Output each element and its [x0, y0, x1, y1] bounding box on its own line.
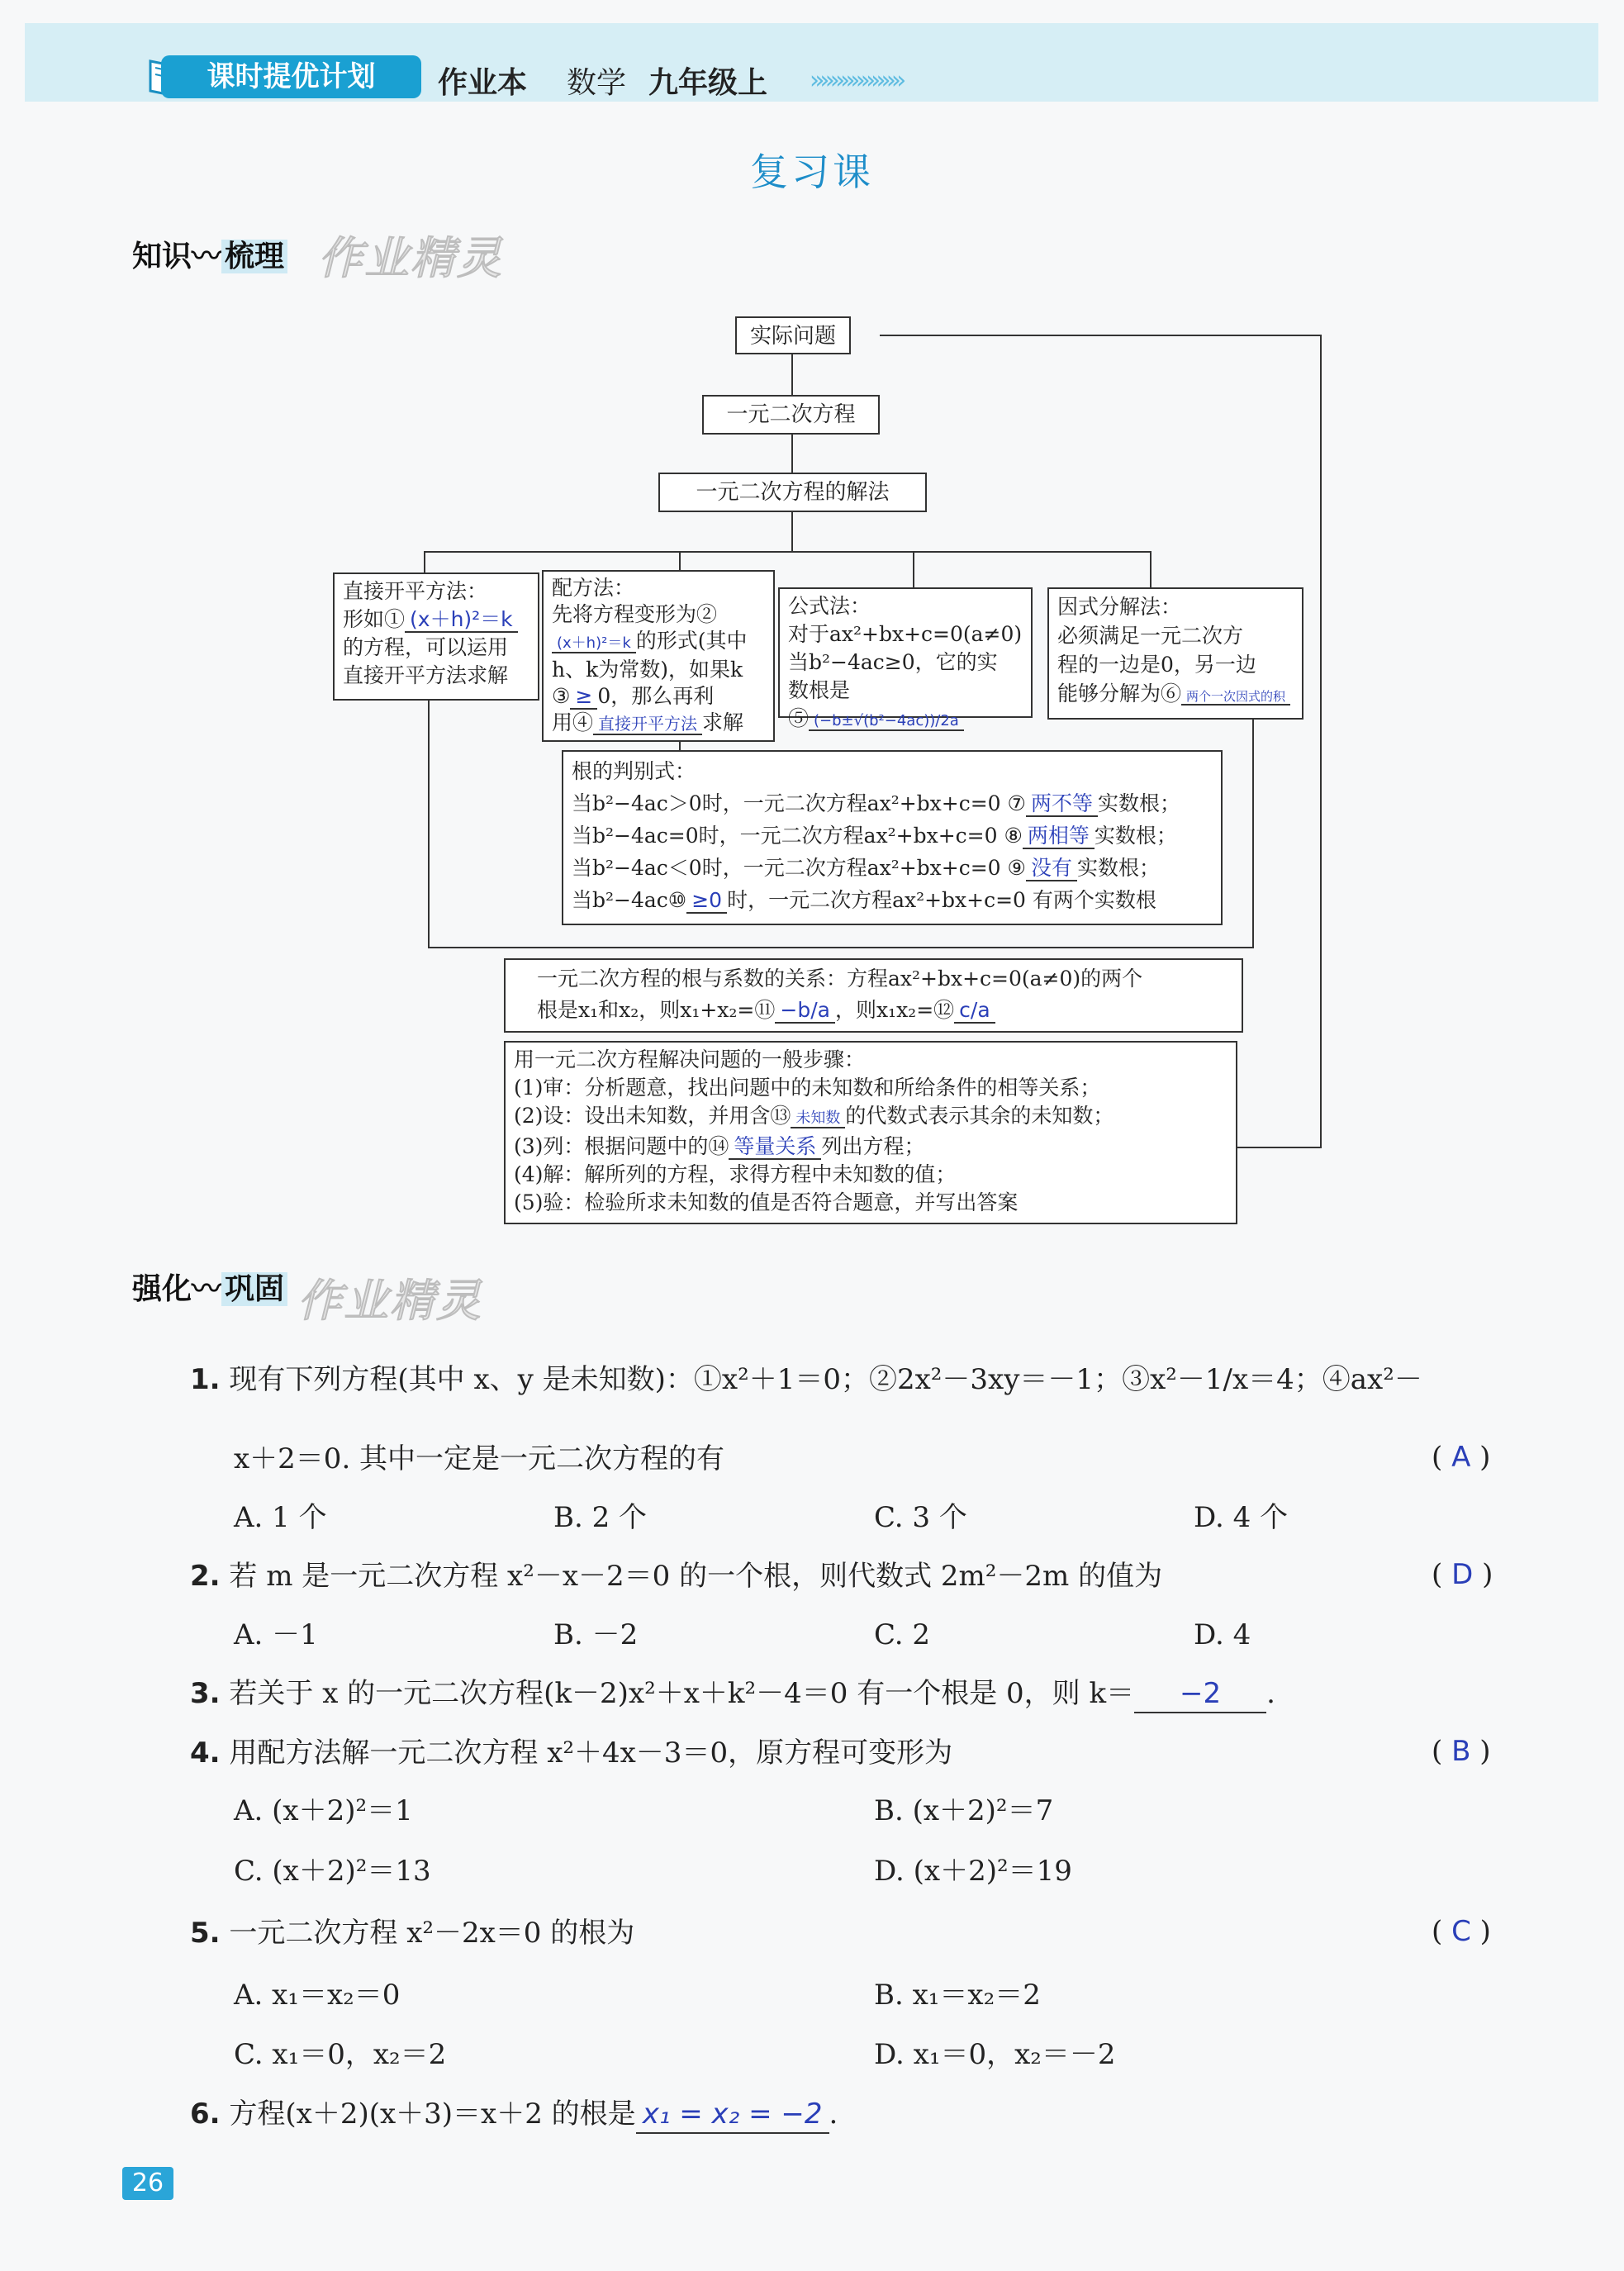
watermark: 作业精灵 [318, 232, 503, 284]
option-c: C. (x＋2)²＝13 [234, 1855, 431, 1888]
option-a: A. 1 个 [234, 1501, 327, 1534]
option-b: B. x₁＝x₂＝2 [874, 1979, 1041, 2012]
direct-root-method-box: 直接开平方法： 形如① (x＋h)²＝k 的方程，可以运用 直接开平方法求解 [333, 573, 539, 701]
option-c: C. 2 [874, 1618, 931, 1651]
option-c: C. x₁＝0，x₂＝2 [234, 2038, 447, 2071]
option-b: B. 2 个 [553, 1501, 648, 1534]
section-practice-heading: 强化〰 巩固 [132, 1266, 287, 1308]
factoring-method-box: 因式分解法： 必须满足一元二次方 程的一边是0，另一边 能够分解为⑥ 两个一次因式的积 [1047, 587, 1303, 720]
section-knowledge-heading: 知识〰 梳理 [132, 233, 287, 275]
option-a: A. x₁＝x₂＝0 [234, 1979, 401, 2012]
question-4: 4. 用配方法解一元二次方程 x²＋4x－3＝0，原方程可变形为 [190, 1737, 953, 1770]
problem-solving-steps-box: 用一元二次方程解决问题的一般步骤： (1)审：分析题意，找出问题中的未知数和所给条件的相等关系； (2)设：设出未知数，并用含⑬ 未知数 的代数式表示其余的未知数； (3)列：根据问题中的⑭ 等量关系 列出方程； (4)解：解所列的方程，求得方程中未知数的值； (5)验：检验所求未知数的值是否符合题意，并写出答案 [504, 1041, 1237, 1224]
real-problem-box: 实际问题 [735, 316, 851, 354]
question-5: 5. 一元二次方程 x²－2x＝0 的根为 [190, 1917, 635, 1950]
option-d: D. x₁＝0，x₂＝－2 [874, 2038, 1116, 2071]
watermark: 作业精灵 [297, 1275, 482, 1327]
option-d: D. 4 [1194, 1618, 1251, 1651]
option-c: C. 3 个 [874, 1501, 967, 1534]
book-type: 作业本 [438, 66, 528, 100]
page-number: 26 [122, 2167, 173, 2200]
option-d: D. (x＋2)²＝19 [874, 1855, 1072, 1888]
chevron-decoration-icon: »»»»»»»»» [810, 66, 902, 95]
option-b: B. －2 [553, 1618, 639, 1651]
option-a: A. (x＋2)²＝1 [234, 1794, 413, 1827]
solving-methods-box: 一元二次方程的解法 [658, 473, 927, 512]
completing-square-box: 配方法： 先将方程变形为② (x＋h)²＝k 的形式(其中 h、k为常数)，如果k ③ ≥ 0，那么再利 用④ 直接开平方法 求解 [542, 570, 775, 742]
option-b: B. (x＋2)²＝7 [874, 1794, 1054, 1827]
series-badge: 课时提优计划 [161, 55, 421, 98]
answer-bracket: ( C ) [1432, 1915, 1491, 1948]
answer-bracket: ( B ) [1432, 1735, 1491, 1768]
subject-label: 数学 [567, 66, 627, 100]
grade-label: 九年级上 [648, 66, 768, 100]
answer-bracket: ( D ) [1432, 1558, 1493, 1591]
quadratic-equation-box: 一元二次方程 [702, 395, 880, 435]
option-a: A. －1 [234, 1618, 318, 1651]
question-1-line2: x＋2＝0. 其中一定是一元二次方程的有 [234, 1442, 725, 1475]
discriminant-box: 根的判别式： 当b²−4ac＞0时，一元二次方程ax²+bx+c=0 ⑦ 两不等 实数根； 当b²−4ac=0时，一元二次方程ax²+bx+c=0 ⑧ 两相等 实数根； 当b²−4ac＜0时，一元二次方程ax²+bx+c=0 ⑨ 没有 实数根； 当b²−4ac⑩ ≥0 时，一元二次方程ax²+bx+c=0 有两个实数根 [562, 750, 1223, 925]
vieta-relation-box: 一元二次方程的根与系数的关系：方程ax²+bx+c=0(a≠0)的两个 根是x₁和x₂，则x₁+x₂=⑪ −b/a ，则x₁x₂=⑫ c/a [504, 958, 1243, 1033]
quadratic-formula-box: 公式法： 对于ax²+bx+c=0(a≠0) 当b²−4ac≥0，它的实 数根是⑤ (−b±√(b²−4ac))/2a [778, 587, 1033, 718]
page-title: 复习课 [750, 150, 874, 194]
question-1: 1. 现有下列方程(其中 x、y 是未知数)：①x²＋1＝0；②2x²－3xy＝－1；③x²－1/x＝4；④ax²－ [190, 1363, 1422, 1396]
question-6: 6. 方程(x＋2)(x＋3)＝x＋2 的根是 x₁ = x₂ = −2 . [190, 2096, 838, 2134]
answer-bracket: ( A ) [1432, 1441, 1491, 1474]
question-3: 3. 若关于 x 的一元二次方程(k－2)x²＋x＋k²－4＝0 有一个根是 0，则 k＝ −2 . [190, 1675, 1275, 1713]
question-2: 2. 若 m 是一元二次方程 x²－x－2＝0 的一个根，则代数式 2m²－2m 的值为 [190, 1560, 1163, 1593]
option-d: D. 4 个 [1194, 1501, 1289, 1534]
